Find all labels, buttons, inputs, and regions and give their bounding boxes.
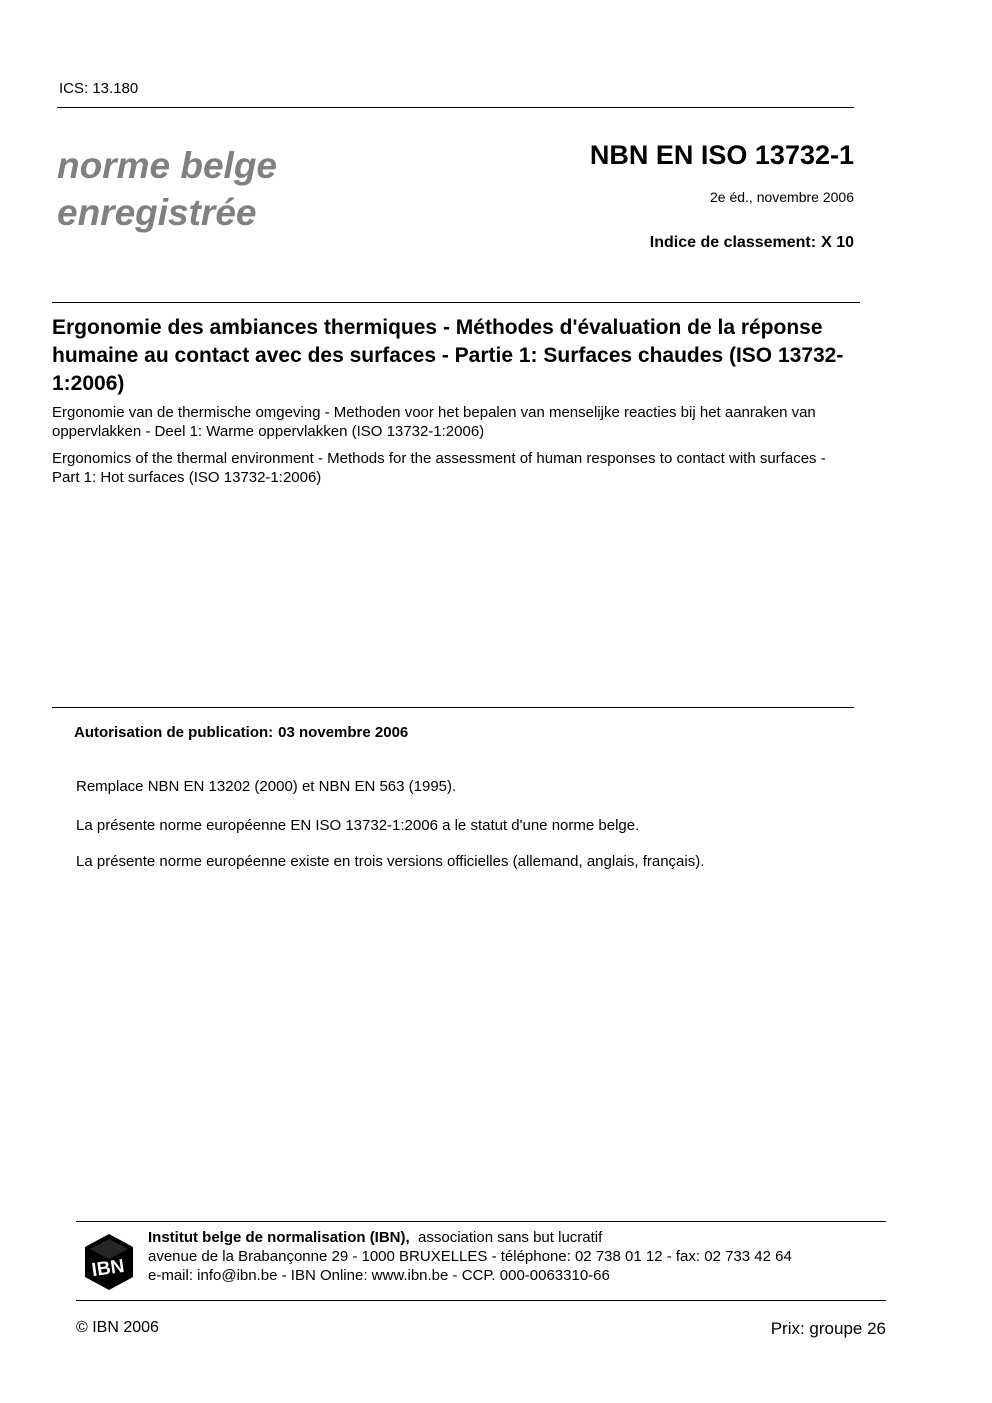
title-rule (52, 302, 860, 303)
publication-rule (52, 707, 854, 708)
title-dutch: Ergonomie van de thermische omgeving - Methoden voor het bepalen van menselijke reacties bij het aanraken van oppervlakken - Deel 1: Warme oppervlakken (ISO 13732-1:2006) (52, 404, 816, 440)
footer-institute-block (148, 1228, 792, 1285)
footer-institute-line (148, 1228, 792, 1247)
ics-code: ICS: 13.180 (59, 80, 139, 97)
classification-value: X 10 (821, 234, 854, 251)
institute-name: Institut belge de normalisation (IBN), (148, 1229, 410, 1246)
footer-address: avenue de la Brabançonne 29 - 1000 BRUXELLES - téléphone: 02 738 01 12 - fax: 02 733 42 64 (148, 1248, 792, 1265)
copyright: © IBN 2006 (76, 1319, 159, 1336)
brand-line-2: enregistrée (57, 192, 257, 233)
edition: 2e éd., novembre 2006 (710, 189, 854, 205)
authorization-date: 03 novembre 2006 (278, 724, 409, 741)
classification-label: Indice de classement: (649, 234, 817, 251)
note-replaces: Remplace NBN EN 13202 (2000) et NBN EN 563 (1995). (76, 778, 457, 795)
ibn-logo-text: IBN (90, 1255, 126, 1282)
institute-type: association sans but lucratif (418, 1229, 603, 1246)
title-english: Ergonomics of the thermal environment - Methods for the assessment of human responses to contact with surfaces - Part 1: Hot surfaces (ISO 13732-1:2006) (52, 450, 826, 486)
authorization-label: Autorisation de publication: (74, 724, 274, 741)
publication-authorization (74, 724, 408, 741)
standard-number: NBN EN ISO 13732-1 (589, 140, 854, 170)
footer-bottom-rule (76, 1300, 886, 1301)
note-versions: La présente norme européenne existe en trois versions officielles (allemand, anglais, français). (76, 853, 705, 870)
footer-top-rule (76, 1221, 886, 1222)
ibn-logo (84, 1233, 134, 1291)
classification (650, 234, 854, 252)
brand-line-1: norme belge (57, 145, 277, 186)
brand-wordmark (57, 142, 277, 236)
price-group: Prix: groupe 26 (770, 1319, 886, 1338)
note-status: La présente norme européenne EN ISO 13732-1:2006 a le statut d'une norme belge. (76, 817, 640, 834)
footer-contact: e-mail: info@ibn.be - IBN Online: www.ibn.be - CCP. 000-0063310-66 (148, 1267, 610, 1284)
header-rule (57, 107, 854, 108)
title-french: Ergonomie des ambiances thermiques - Méthodes d'évaluation de la réponse humaine au contact avec des surfaces - Partie 1: Surfaces chaudes (ISO 13732-1:2006) (52, 316, 844, 395)
